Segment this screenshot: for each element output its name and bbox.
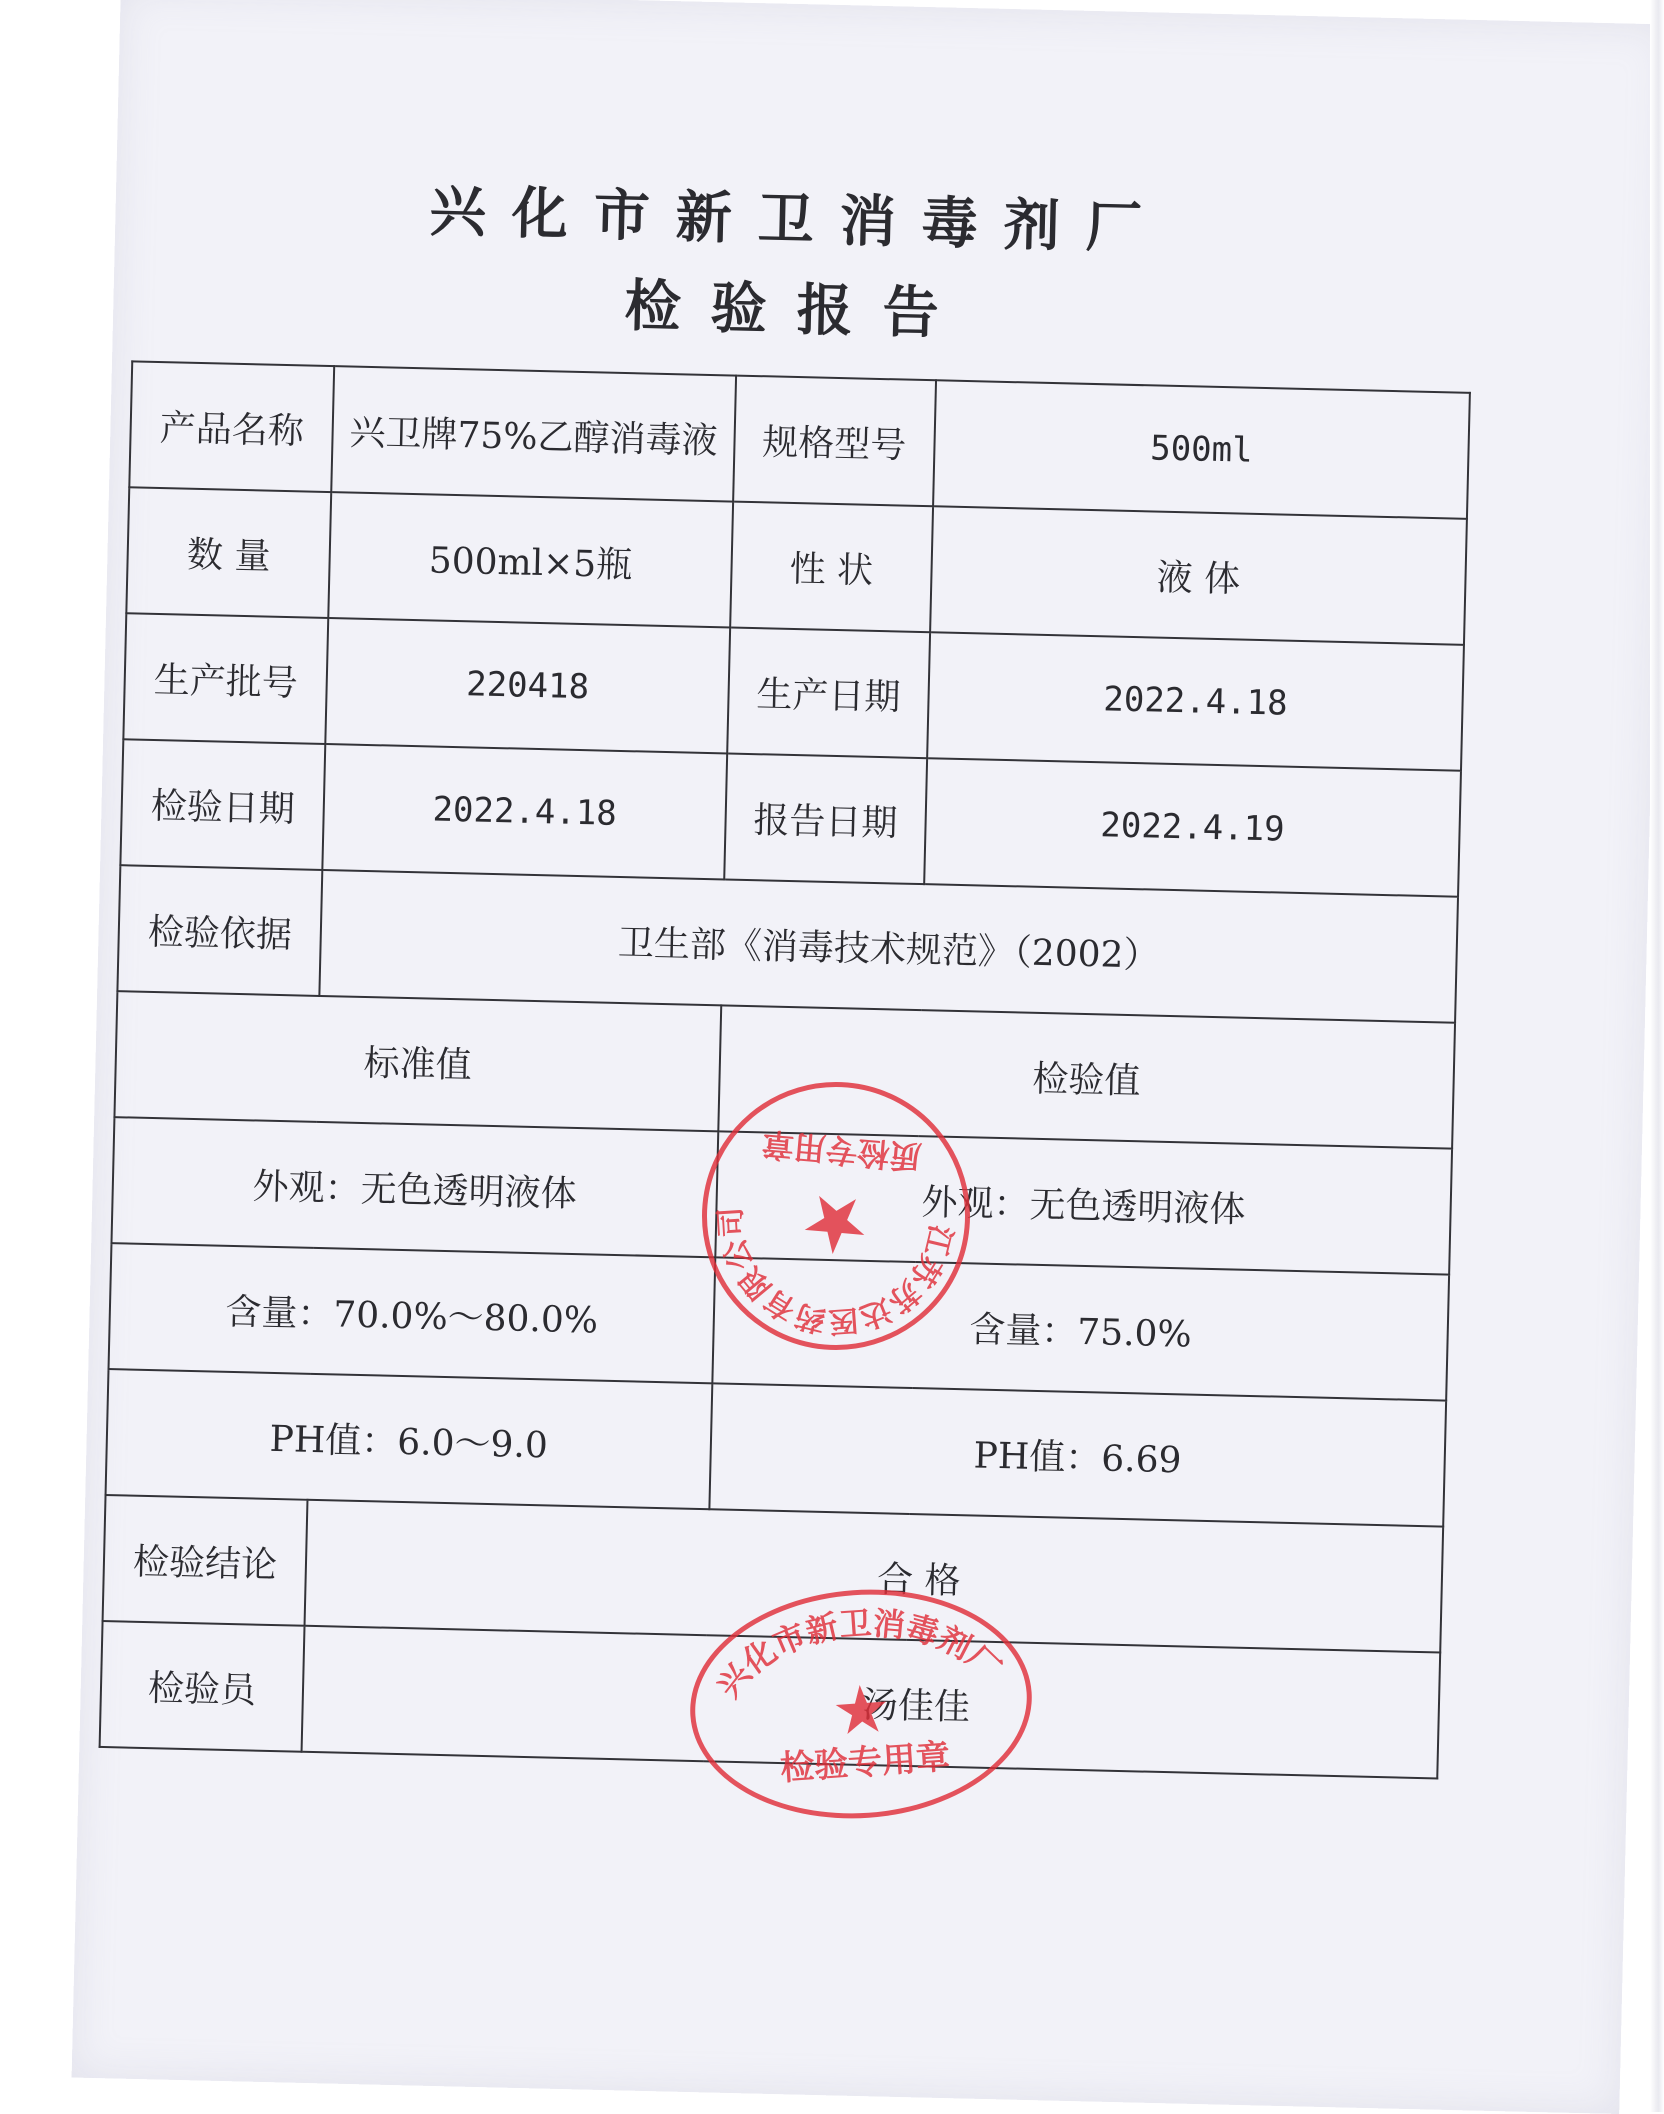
star-icon: ★: [796, 1175, 875, 1272]
basis-value: 卫生部《消毒技术规范》（2002）: [320, 870, 1459, 1023]
quantity-value: 500ml×5瓶: [328, 492, 732, 627]
property-value: 液 体: [930, 506, 1467, 645]
inspection-report: [83, 160, 1480, 1780]
standard-appearance: 外观：无色透明液体: [111, 1117, 718, 1257]
upper-seal-bottom-text: 质检专用章: [760, 1124, 924, 1177]
product-name-value: 兴卫牌75%乙醇消毒液: [331, 366, 735, 501]
spec-value: 500ml: [933, 380, 1470, 519]
standard-header: 标准值: [114, 991, 721, 1131]
spec-label: 规格型号: [733, 376, 936, 507]
upper-seal-ring-text: 江苏苏达医药有限公司: [713, 1206, 959, 1339]
star-icon: ★: [829, 1669, 894, 1751]
report-title: 检验报告: [623, 273, 970, 348]
batch-value: 220418: [325, 618, 729, 753]
inspector-label: 检验员: [100, 1621, 305, 1752]
inspection-date-label: 检验日期: [120, 739, 325, 870]
measured-header: 检验值: [718, 1005, 1455, 1148]
property-label: 性 状: [730, 502, 933, 633]
company-name: 兴化市新卫消毒剂厂: [429, 179, 1169, 262]
scan-edge: [1650, 0, 1664, 2112]
report-date-value: 2022.4.19: [924, 758, 1461, 897]
measured-ph: PH值：6.69: [709, 1383, 1446, 1526]
report-date-label: 报告日期: [724, 753, 927, 884]
production-date-value: 2022.4.18: [927, 632, 1464, 771]
inspector-value: 汤佳佳: [302, 1626, 1441, 1779]
basis-label: 检验依据: [117, 865, 322, 996]
measured-content: 含量：75.0%: [712, 1257, 1449, 1400]
lower-seal-ring-text: 兴化市新卫消毒剂厂: [709, 1604, 1009, 1705]
quantity-label: 数 量: [126, 487, 331, 618]
production-date-label: 生产日期: [727, 627, 930, 758]
inspection-date-value: 2022.4.18: [322, 744, 726, 879]
lower-seal-bottom-text: 检验专用章: [778, 1736, 952, 1789]
conclusion-label: 检验结论: [103, 1495, 308, 1626]
standard-ph: PH值：6.0～9.0: [106, 1369, 713, 1509]
batch-label: 生产批号: [123, 613, 328, 744]
report-table: [99, 360, 1471, 1779]
measured-appearance: 外观：无色透明液体: [715, 1131, 1452, 1274]
lower-seal-stamp: [682, 1578, 1039, 1829]
product-name-label: 产品名称: [129, 361, 334, 492]
conclusion-value: 合 格: [305, 1500, 1444, 1653]
upper-seal-stamp: [691, 1071, 981, 1361]
standard-content: 含量：70.0%～80.0%: [109, 1243, 716, 1383]
